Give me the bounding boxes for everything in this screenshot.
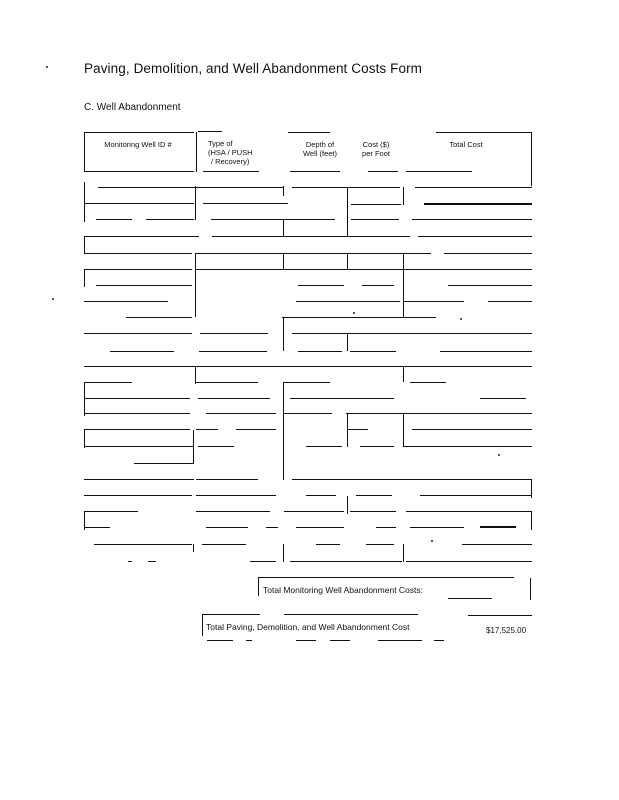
table-rule <box>84 236 199 237</box>
table-rule <box>316 544 340 545</box>
header-depth-line2: Well (feet) <box>302 149 338 158</box>
table-rule <box>200 333 268 334</box>
table-rule <box>412 429 532 430</box>
table-rule <box>290 561 402 562</box>
table-rule <box>84 333 192 334</box>
table-rule <box>84 495 192 496</box>
table-rule <box>434 640 444 641</box>
scan-speck <box>353 312 355 314</box>
table-rule <box>530 578 531 600</box>
table-rule <box>330 640 350 641</box>
table-rule <box>404 301 464 302</box>
table-rule <box>406 171 472 172</box>
table-rule <box>84 479 194 480</box>
table-rule <box>403 544 404 562</box>
table-rule <box>84 301 168 302</box>
table-rule <box>404 446 532 447</box>
table-rule <box>403 413 404 447</box>
table-rule <box>128 561 132 562</box>
table-rule <box>84 203 194 204</box>
table-rule <box>480 398 526 399</box>
table-rule <box>84 512 85 530</box>
table-rule <box>531 512 532 530</box>
table-rule <box>196 429 218 430</box>
table-rule <box>292 479 532 480</box>
table-rule <box>410 527 464 528</box>
table-rule <box>206 413 276 414</box>
table-rule <box>258 577 514 578</box>
scan-speck <box>431 540 433 542</box>
table-rule <box>531 170 532 186</box>
table-rule <box>84 527 110 528</box>
table-rule <box>347 413 348 447</box>
table-rule <box>207 640 233 641</box>
table-rule <box>298 351 342 352</box>
table-rule <box>406 561 532 562</box>
table-rule <box>84 430 85 448</box>
table-rule <box>84 132 194 133</box>
table-rule <box>347 333 348 351</box>
header-depth <box>293 140 347 158</box>
header-type <box>208 139 280 166</box>
table-rule <box>378 640 422 641</box>
table-rule <box>283 544 284 562</box>
table-rule <box>94 544 192 545</box>
table-rule <box>134 463 194 464</box>
table-rule <box>195 366 196 384</box>
table-rule <box>440 351 532 352</box>
table-rule <box>424 203 532 205</box>
table-rule <box>84 366 532 367</box>
table-rule <box>412 219 532 220</box>
scan-speck <box>46 66 48 68</box>
table-rule <box>84 382 132 383</box>
header-type-line3: / Recovery) <box>211 157 250 166</box>
table-rule <box>84 269 192 270</box>
table-rule <box>350 351 396 352</box>
table-rule <box>296 640 316 641</box>
table-rule <box>84 182 85 222</box>
table-rule <box>211 219 335 220</box>
table-rule <box>488 301 532 302</box>
table-rule <box>283 317 284 351</box>
table-rule <box>283 186 284 196</box>
table-rule <box>350 511 396 512</box>
table-rule <box>196 382 258 383</box>
table-rule <box>202 544 246 545</box>
table-rule <box>410 382 446 383</box>
table-rule <box>84 446 194 447</box>
scan-speck <box>498 454 500 456</box>
table-rule <box>444 253 532 254</box>
table-rule <box>283 382 284 480</box>
table-rule <box>84 413 190 414</box>
table-rule <box>351 204 401 205</box>
table-rule <box>403 366 404 382</box>
table-rule <box>193 544 194 552</box>
table-rule <box>250 561 276 562</box>
table-rule <box>531 132 532 172</box>
table-rule <box>196 253 431 254</box>
table-rule <box>448 598 492 599</box>
table-rule <box>110 351 174 352</box>
table-rule <box>284 511 344 512</box>
table-rule <box>366 544 394 545</box>
table-rule <box>84 269 85 287</box>
table-rule <box>468 615 532 616</box>
table-rule <box>196 495 276 496</box>
table-rule <box>198 131 222 132</box>
table-rule <box>196 132 197 172</box>
table-rule <box>296 301 400 302</box>
table-rule <box>298 285 344 286</box>
header-depth-line1: Depth of <box>305 140 335 149</box>
table-rule <box>126 317 192 318</box>
table-rule <box>84 429 190 430</box>
header-cost-line1: Cost ($) <box>362 140 390 149</box>
table-rule <box>84 398 190 399</box>
table-rule <box>148 561 156 562</box>
form-title: Paving, Demolition, and Well Abandonment Costs Form <box>84 61 423 76</box>
table-rule <box>196 511 270 512</box>
table-rule <box>347 496 348 514</box>
table-rule <box>347 253 348 269</box>
header-total-cost: Total Cost <box>449 140 483 149</box>
table-rule <box>283 219 284 237</box>
table-rule <box>403 187 404 205</box>
section-heading: C. Well Abandonment <box>84 102 181 113</box>
scan-speck <box>52 298 54 300</box>
grand-total-value: $17,525.00 <box>486 626 527 635</box>
table-rule <box>146 219 194 220</box>
table-rule <box>84 236 85 254</box>
table-rule <box>403 253 404 317</box>
table-rule <box>84 132 85 172</box>
table-rule <box>420 495 532 496</box>
table-rule <box>351 219 399 220</box>
table-rule <box>306 446 342 447</box>
grand-total-label: Total Paving, Demolition, and Well Abandonment Cost <box>206 622 410 632</box>
table-rule <box>246 640 252 641</box>
table-rule <box>290 171 340 172</box>
table-rule <box>283 253 284 269</box>
table-rule <box>195 186 196 220</box>
table-rule <box>202 614 260 615</box>
table-rule <box>480 526 516 528</box>
table-rule <box>296 527 344 528</box>
table-rule <box>282 317 436 318</box>
table-rule <box>360 446 394 447</box>
table-rule <box>98 187 283 188</box>
table-rule <box>258 578 259 596</box>
scan-speck <box>460 318 462 320</box>
table-rule <box>196 269 532 270</box>
header-type-line1: Type of <box>208 139 233 148</box>
header-monitoring-well-id: Monitoring Well ID # <box>104 140 172 149</box>
table-rule <box>290 398 394 399</box>
table-rule <box>206 527 248 528</box>
table-rule <box>284 413 332 414</box>
table-rule <box>462 544 532 545</box>
table-rule <box>448 285 532 286</box>
table-rule <box>347 187 348 237</box>
table-rule <box>284 614 418 615</box>
table-rule <box>96 219 132 220</box>
table-rule <box>195 253 196 317</box>
table-rule <box>346 413 532 414</box>
table-rule <box>436 132 532 133</box>
table-rule <box>193 430 194 464</box>
table-rule <box>531 480 532 498</box>
table-rule <box>376 527 396 528</box>
table-rule <box>348 429 368 430</box>
table-rule <box>198 398 270 399</box>
table-rule <box>84 253 192 254</box>
table-rule <box>203 203 288 204</box>
table-rule <box>368 171 398 172</box>
table-rule <box>203 171 259 172</box>
header-type-line2: (HSA / PUSH <box>208 148 253 157</box>
table-rule <box>406 511 532 512</box>
table-rule <box>266 527 278 528</box>
table-rule <box>418 236 532 237</box>
table-rule <box>356 495 392 496</box>
table-rule <box>84 382 85 416</box>
header-cost-per-foot <box>351 140 401 158</box>
table-rule <box>415 187 532 188</box>
table-rule <box>236 429 276 430</box>
table-rule <box>84 511 138 512</box>
table-rule <box>292 187 400 188</box>
header-cost-line2: per Foot <box>362 149 390 158</box>
table-rule <box>84 171 194 172</box>
table-rule <box>284 382 330 383</box>
table-rule <box>292 333 532 334</box>
table-rule <box>198 446 234 447</box>
table-rule <box>306 495 336 496</box>
table-rule <box>196 479 258 480</box>
table-rule <box>96 285 192 286</box>
table-rule <box>212 236 410 237</box>
table-rule <box>202 614 203 636</box>
table-rule <box>362 285 394 286</box>
table-rule <box>199 351 267 352</box>
table-rule <box>288 132 330 133</box>
total-monitoring-well-label: Total Monitoring Well Abandonment Costs: <box>263 585 424 595</box>
